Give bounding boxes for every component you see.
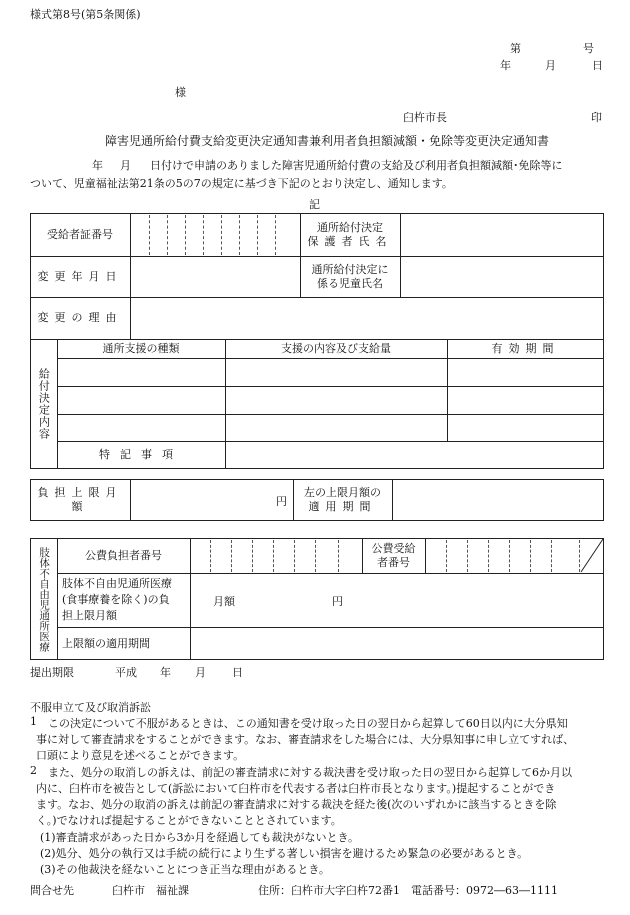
medical-side-label: 肢体不自由児通所医療 <box>38 546 51 652</box>
form-number: 様式第8号(第5条関係) <box>30 8 141 21</box>
decision-content-label: 給付決定内容 <box>37 368 51 440</box>
issue-year-label: 年 <box>500 59 511 72</box>
issuer-name: 臼杵市長 <box>403 111 447 124</box>
change-reason-label: 変更の理由 <box>37 311 123 325</box>
appeal-p1-line1: この決定について不服があるときは、この通知書を受け取った日の翌日から起算して60日以内に大分県知 <box>48 717 568 730</box>
monthly-amount-yen: 円 <box>332 595 343 608</box>
document-title: 障害児通所給付費支給変更決定通知書兼利用者負担額減額・免除等変更決定通知書 <box>105 134 550 148</box>
guardian-name-label: 通所給付決定 保護者氏名 <box>307 220 393 248</box>
medical-limit-label: 肢体不自由児通所医療 (食事療養を除く)の負 担上限月額 <box>62 577 172 622</box>
deadline-day: 日 <box>232 666 243 679</box>
intro-text-line1: 日付けで申請のありました障害児通所給付費の支給及び利用者負担額減額･免除等に <box>150 159 563 172</box>
issue-day-label: 日 <box>592 59 603 72</box>
deadline-era: 平成 <box>115 666 137 679</box>
public-recipient-number-label: 公費受給 者番号 <box>371 541 416 569</box>
child-name-label: 通所給付決定に 係る児童氏名 <box>311 262 389 290</box>
appeal-item-1: (1)審査請求があった日から3か月を経過しても裁決がないとき。 <box>40 831 360 844</box>
appeal-p2-line1: また、処分の取消しの訴えは、前記の審査請求に対する裁決書を受け取った日の翌日から起算して6か月以 <box>48 766 572 779</box>
deadline-year: 年 <box>160 666 171 679</box>
deadline-month: 月 <box>195 666 206 679</box>
addressee-suffix: 様 <box>175 86 186 99</box>
appeal-p1-line2: 事に対して審査請求をすることができます。なお、審査請求をした場合には、大分県知事に申し立てすれば、 <box>36 733 575 746</box>
issue-month-label: 月 <box>545 59 556 72</box>
monthly-amount-label: 月額 <box>213 595 235 608</box>
intro-month: 月 <box>120 159 131 172</box>
number-suffix: 号 <box>583 42 594 55</box>
col-content-amount: 支援の内容及び支給量 <box>281 341 391 355</box>
limit-application-period-label: 上限額の適用期間 <box>62 636 150 650</box>
intro-year: 年 <box>92 159 103 172</box>
col-service-type: 通所支援の種類 <box>102 341 180 355</box>
burden-limit-yen: 円 <box>276 495 287 508</box>
appeal-heading: 不服申立て及び取消訴訟 <box>30 701 151 714</box>
contact-department: 臼杵市 福祉課 <box>112 884 189 897</box>
recipient-number-label: 受給者証番号 <box>47 227 113 241</box>
intro-text-line2: ついて、児童福祉法第21条の5の7の規定に基づき下記のとおり決定し、通知します。 <box>30 177 453 190</box>
burden-limit-label: 負担上限月額 <box>37 486 123 513</box>
diagonal-slash-cell <box>579 538 604 573</box>
special-notes-label: 特記事項 <box>99 448 183 462</box>
change-date-label: 変更年月日 <box>37 269 123 283</box>
col-validity-period: 有効期間 <box>491 341 560 355</box>
public-payer-number-label: 公費負担者番号 <box>85 548 162 562</box>
appeal-item-3: (3)その他裁決を経ないことにつき正当な理由があるとき。 <box>40 863 330 876</box>
limit-period-label: 左の上限月額の 適用期間 <box>304 486 381 513</box>
appeal-item-2: (2)処分、処分の執行又は手続の続行により生ずる著しい損害を避けるため緊急の必要があるとき。 <box>40 847 529 860</box>
appeal-p2-line2: 内に、臼杵市を被告として(訴訟において臼杵市を代表する者は臼杵市長となります。)提起することができ <box>36 782 556 795</box>
seal-mark: 印 <box>591 111 602 124</box>
appeal-p2-number: 2 <box>30 764 37 777</box>
number-prefix: 第 <box>510 42 521 55</box>
appeal-p2-line4: く。)でなければ提起することができないこととされています。 <box>36 814 342 827</box>
contact-phone: 電話番号：0972―63―1111 <box>411 884 558 897</box>
appeal-p1-line3: 口頭により意見を述べることができます。 <box>36 749 245 762</box>
appeal-p1-number: 1 <box>30 715 37 728</box>
contact-label: 問合せ先 <box>30 884 74 897</box>
ki-label: 記 <box>309 198 320 211</box>
appeal-p2-line3: ます。なお、処分の取消の訴えは前記の審査請求に対する裁決を経た後(次のいずれかに該当するときを除 <box>36 798 557 811</box>
contact-address: 住所：臼杵市大字臼杵72番1 <box>258 884 400 897</box>
deadline-label: 提出期限 <box>30 666 74 679</box>
